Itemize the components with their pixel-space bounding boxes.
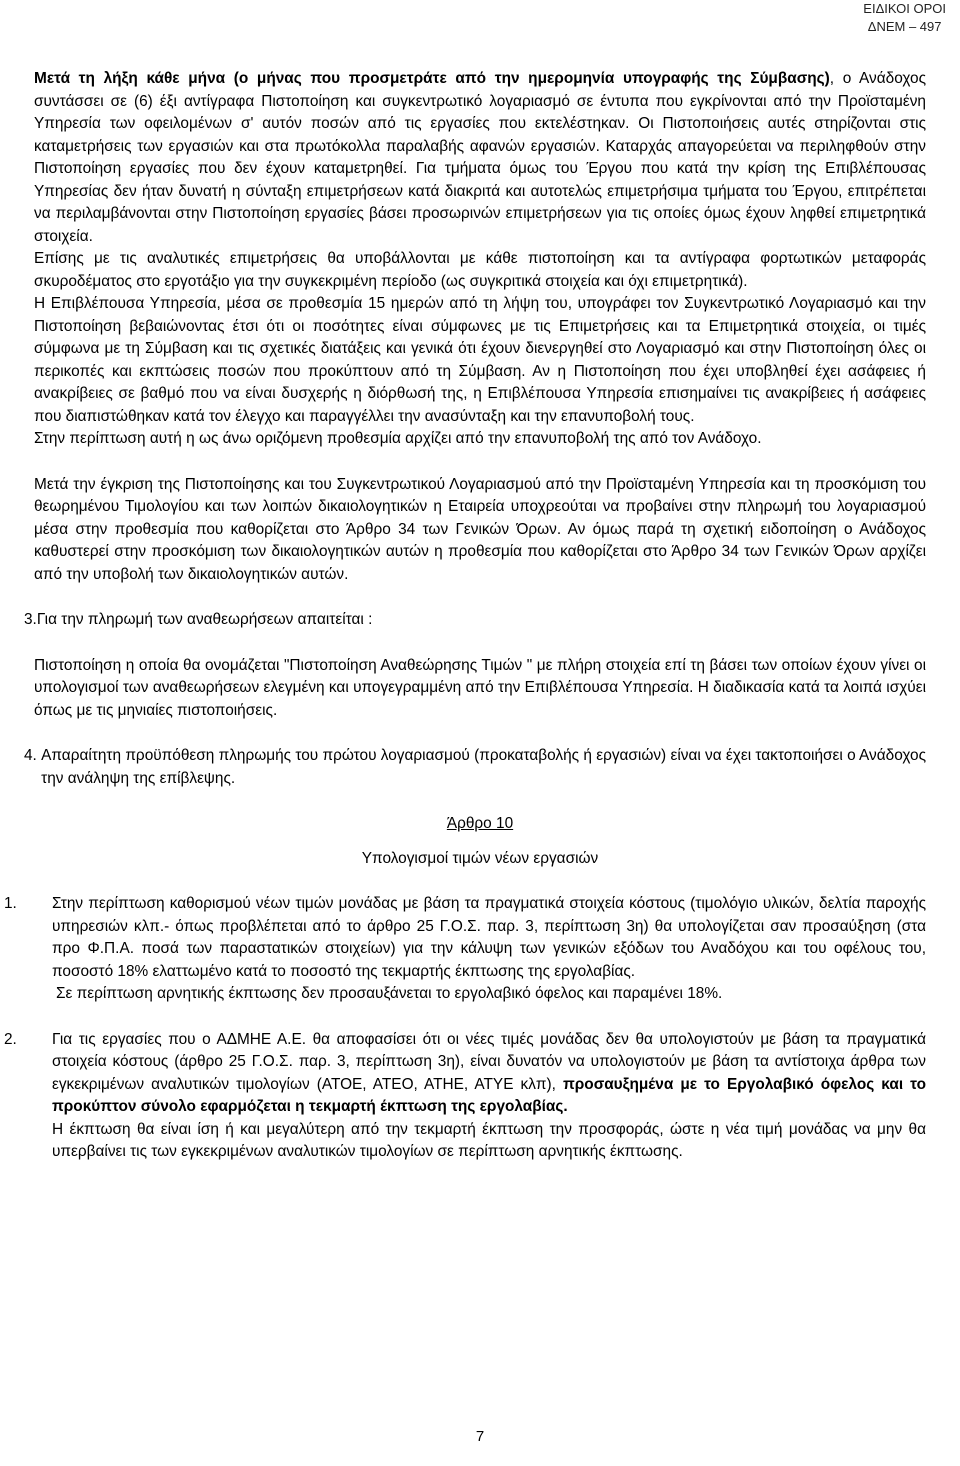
paragraph-concrete-waybills: Επίσης με τις αναλυτικές επιμετρήσεις θα υποβάλλονται με κάθε πιστοποίηση και τα αντίγραφα φορτωτικών μεταφοράς σκυροδέματος στο εργοτάξιο για την συγκεκριμένη περίοδο (ως συγκριτικά στοιχεία και όχι επιμετρητικά). [34,250,926,290]
list-item-note: Η έκπτωση θα είναι ίση ή και μεγαλύτερη από την τεκμαρτή έκπτωση την προσφοράς, ώστε η νέα τιμή μονάδας να μην θα υπερβαίνει τις των εγκεκριμένων αναλυτικών τιμολογίων σε περίπτωση αρνητικής έκπτωσης. [52,1120,926,1160]
paragraph-rest: , ο Ανάδοχος συντάσσει σε (6) έξι αντίγραφα Πιστοποίηση και συγκεντρωτικό λογαριασμό σε έντυπα που εγκρίνονται από την Προϊσταμένη Υπηρεσία των οφειλομένων σ' αυτόν ποσών από τις εργασίες που εκτελέστηκαν. Οι Πιστοποιήσεις αυτές στηρίζονται στις καταμετρήσεις των εργασιών και στα πρωτόκολλα παραλαβής αφανών εργασιών. Καταρχάς απαγορεύεται να περιληφθούν στην Πιστοποίηση εργασίες που δεν έχουν καταμετρηθεί. Για τμήματα όμως του Έργου που κατά την κρίση της Επιβλέπουσας Υπηρεσίας δεν ήταν δυνατή η σύνταξη επιμετρήσεων κατά διακριτά και αυτοτελώς επιμετρήσιμα τμήματα του Έργου, επιτρέπεται να περιλαμβάνονται στην Πιστοποίηση εργασίες βάσει προσωρινών επιμετρήσεων για τις οποίες όμως έχουν ληφθεί επιμετρητικά στοιχεία. [34,70,926,245]
list-item-text-bold: προσαυξημένα με το Εργολαβικό όφελος και το προκύπτον σύνολο εφαρμόζεται η τεκμαρτή έκπτωση της εργολαβίας. [52,1075,927,1115]
article-subtitle: Υπολογισμοί τιμών νέων εργασιών [361,849,599,867]
header-section: ΕΙΔΙΚΟΙ ΟΡΟΙ [863,1,946,16]
paragraph-monthly-certification [34,68,926,248]
list-item-text: Για την πληρωμή των αναθεωρήσεων απαιτείται : [36,611,373,628]
article-list-item-2 [4,1029,926,1164]
paragraph-payment-approval: Μετά την έγκριση της Πιστοποίησης και του Συγκεντρωτικού Λογαριασμού από την Προϊσταμένη Υπηρεσία και τη προσκόμιση του θεωρημένου Τιμολογίου και των λοιπών δικαιολογητικών η Εταιρεία υποχρεούται να προβαίνει στην πληρωμή του λογαριασμού μέσα στην προθεσμία που καθορίζεται στο Άρθρο 34 των Γενικών Όρων. Αν όμως παρά τη σχετική ειδοποίηση ο Ανάδοχος καθυστερεί στην προσκόμιση των δικαιολογητικών αυτών η προθεσμία που καθορίζεται στο Άρθρο 34 των Γενικών Όρων αρχίζει από την υποβολή των δικαιολογητικών αυτών. [34,475,926,583]
paragraph-lead-bold: Μετά τη λήξη κάθε μήνα (ο μήνας που προσμετράτε από την ημερομηνία υπογραφής της Σύμβασης) [34,70,830,87]
list-item-text-plain: Για τις εργασίες που ο ΑΔΜΗΕ Α.Ε. θα αποφασίσει ότι οι νέες τιμές μονάδας δεν θα υπολογιστούν με βάση τα πραγματικά στοιχεία κόστους (άρθρο 25 Γ.Ο.Σ. παρ. 3, περίπτωση 3η), είναι δυνατόν να υπολογιστούν με βάση τα αντίστοιχα άρθρα των εγκεκριμένων αναλυτικών τιμολογίων (ΑΤΟΕ, ΑΤΕΟ, ΑΤΗΕ, ΑΤΥΕ κλπ), [52,1030,926,1093]
article-title: Άρθρο 10 [446,815,514,832]
list-item-note: Σε περίπτωση αρνητικής έκπτωσης δεν προσαυξάνεται το εργολαβικό όφελος και παραμένει 18%. [56,985,723,1002]
running-header [863,0,946,36]
page-number: 7 [475,1428,485,1445]
list-item-number: 3. [24,611,37,628]
list-item-number: 4. [24,747,42,764]
paragraph-supervising-authority: Η Επιβλέπουσα Υπηρεσία, μέσα σε προθεσμία 15 ημερών από τη λήψη του, υπογράφει τον Συγκεντρωτικό Λογαριασμό και την Πιστοποίηση βεβαιώνοντας έτσι ότι οι ποσότητες είναι σύμφωνες με τις Επιμετρήσεις και τα Επιμετρητικά στοιχεία, οι τιμές σύμφωνα με τη Σύμβαση και τις σχετικές διατάξεις και γενικά ότι έχουν διενεργηθεί στο Λογαριασμό και στην Πιστοποίηση όλες οι περικοπές και εκπτώσεις ποσών που προκύπτουν από τη Σύμβαση. Αν η Πιστοποίηση που έχει υποβληθεί έχει ασάφειες ή ανακρίβειες σε βαθμό που να είναι δυσχερής η διόρθωσή της, η Επιβλέπουσα Υπηρεσία επισημαίνει τις ανακρίβειες ή ασάφειες που διαπιστώθηκαν κατά τον έλεγχο και παραγγέλλει την ανασύνταξη και την επανυποβολή τους. [34,295,926,425]
paragraph-resubmission-deadline: Στην περίπτωση αυτή η ως άνω οριζόμενη προθεσμία αρχίζει από την επανυποβολή της από τον Ανάδοχο. [34,430,762,447]
paragraph-revision-certification: Πιστοποίηση η οποία θα ονομάζεται "Πιστοποίηση Αναθεώρησης Τιμών " με πλήρη στοιχεία επί τη βάσει των οποίων έχουν γίνει οι υπολογισμοί των αναθεωρήσεων ελεγμένη και υπογεγραμμένη από την Επιβλέπουσα Υπηρεσία. Η διαδικασία κατά τα λοιπά ισχύει όπως με τις μηνιαίες πιστοποιήσεις. [34,656,926,719]
list-item-3 [24,609,926,632]
list-item-number: 2. [4,1030,17,1048]
list-item-text [52,1029,926,1119]
header-document-code: ΔΝΕΜ – 497 [867,19,942,34]
article-list-item-1 [4,893,926,1006]
list-item-text: Απαραίτητη προϋπόθεση πληρωμής του πρώτου λογαριασμού (προκαταβολής ή εργασιών) είναι να έχει τακτοποιήσει ο Ανάδοχος την ανάληψη της επίβλεψης. [41,747,926,787]
list-item-4 [24,745,926,790]
list-item-text: Στην περίπτωση καθορισμού νέων τιμών μονάδας με βάση τα πραγματικά στοιχεία κόστους (τιμολόγιο υλικών, δελτία παροχής υπηρεσιών κλπ.- όπως προβλέπεται από το άρθρο 25 Γ.Ο.Σ. παρ. 3, περίπτωση 3η) θα υπολογίζεται σαν προσαύξηση (στα προ Φ.Π.Α. ποσά των παραστατικών στοιχείων) για την κάλυψη των γενικών εξόδων του Αναδόχου και του οφέλους του, ποσοστό 18% ελαττωμένο κατά το ποσοστό της τεκμαρτής έκπτωσης της εργολαβίας. [52,895,926,980]
document-body [4,68,927,1164]
list-item-number: 1. [4,895,17,912]
